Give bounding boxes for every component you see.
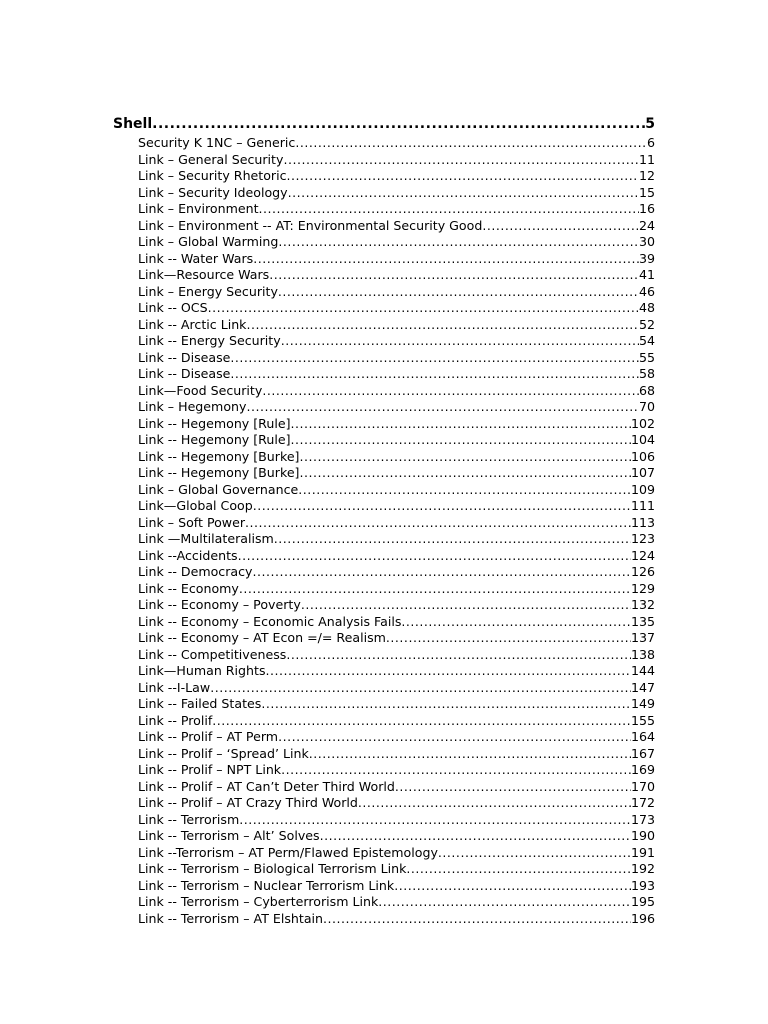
toc-entry-title: Link – Energy Security [138,283,278,299]
toc-leader-dots [210,680,631,697]
toc-leader-dots [259,201,639,218]
toc-entry[interactable] [138,779,655,796]
toc-entry-title: Link -- Prolif – AT Crazy Third World [138,795,358,810]
toc-entry-title: Link—Global Coop [138,498,253,513]
toc-entry-page: 191 [630,844,655,860]
toc-leader-dots [358,795,631,812]
toc-entry-page: 48 [638,300,655,315]
toc-entry[interactable] [138,894,655,911]
toc-entry[interactable] [138,828,655,845]
toc-entry-title: Link -- Arctic Link [138,316,247,332]
toc-entry-page: 104 [630,432,655,447]
toc-leader-dots [283,152,639,169]
toc-entry-title: Link -- Hegemony [Burke] [138,448,300,464]
toc-leader-dots [299,465,630,482]
toc-leader-dots [299,449,630,466]
toc-leader-dots [274,531,631,548]
toc-entry[interactable] [138,185,655,202]
toc-entry[interactable] [138,696,655,713]
toc-entry-page: 164 [630,729,655,744]
toc-entry-title: Link -- Economy – AT Econ =/= Realism [138,630,386,645]
toc-entry-page: 106 [630,448,655,464]
toc-entry-page: 172 [630,795,655,810]
toc-entry-title: Link – Global Warming [138,234,279,249]
toc-leader-dots [395,779,631,796]
toc-entry-page: 55 [638,349,655,365]
toc-leader-dots [230,366,639,383]
toc-leader-dots [152,114,645,134]
toc-entry[interactable] [138,135,655,152]
toc-entry-title: Link -- Water Wars [138,250,254,266]
toc-entry-page: 149 [630,696,655,711]
toc-entry-title: Link -- Hegemony [Rule] [138,415,291,431]
toc-leader-dots [230,350,639,367]
toc-entry-page: 135 [630,613,655,629]
toc-entry-title: Link – Global Governance [138,481,299,497]
toc-leader-dots [291,416,631,433]
toc-leader-dots [301,597,631,614]
toc-leader-dots [281,333,639,350]
toc-entry[interactable] [138,911,655,928]
toc-entry-page: 147 [630,679,655,695]
toc-entry[interactable] [138,663,655,680]
toc-entry[interactable] [138,201,655,218]
toc-entry[interactable] [138,713,655,730]
toc-entry[interactable] [138,333,655,350]
toc-entry[interactable] [138,300,655,317]
toc-entry-title: Link—Food Security [138,382,263,398]
toc-entry-title: Link --Terrorism – AT Perm/Flawed Epistemology [138,844,438,860]
toc-entry[interactable] [138,416,655,433]
toc-leader-dots [253,498,631,515]
toc-entry-title: Link – General Security [138,151,284,167]
toc-entry-page: 52 [638,316,655,332]
toc-leader-dots [212,713,631,730]
toc-leader-dots [288,185,639,202]
toc-heading-shell[interactable] [113,114,655,134]
toc-entry-title: Link -- Terrorism – Nuclear Terrorism Link [138,877,395,893]
toc-entry[interactable] [138,614,655,631]
toc-entry-page: 70 [638,399,655,414]
toc-entry-title: Link – Soft Power [138,514,246,530]
toc-entry-title: Link—Resource Wars [138,267,270,282]
toc-leader-dots [298,482,631,499]
toc-entry[interactable] [138,746,655,763]
toc-entry-page: 190 [630,828,655,843]
toc-leader-dots [323,911,631,928]
toc-entry[interactable] [138,399,655,416]
toc-entry-page: 109 [630,481,655,497]
toc-entry-title: Link -- Disease [138,349,231,365]
toc-entry-page: 107 [630,465,655,480]
toc-entry-title: Link -- Economy [138,580,239,596]
toc-entry-title: Link -- Economy – Poverty [138,597,301,612]
toc-entry-page: 41 [638,267,655,282]
toc-entry-title: Link -- Energy Security [138,333,281,348]
toc-entry-title: Link --Accidents [138,547,238,563]
toc-entry-title: Link -- Competitiveness [138,646,287,662]
toc-entry[interactable] [138,432,655,449]
toc-entry[interactable] [138,366,655,383]
toc-leader-dots [253,251,639,268]
toc-entry-page: 144 [630,663,655,678]
toc-entry-page: 15 [638,184,655,200]
toc-heading-page: 5 [645,116,655,132]
toc-leader-dots [401,614,631,631]
toc-entry-page: 132 [630,597,655,612]
toc-entry-page: 138 [630,646,655,662]
toc-leader-dots [266,663,631,680]
toc-entry-title: Link – Hegemony [138,399,247,414]
toc-entry-page: 173 [630,811,655,827]
toc-entry-title: Link -- Terrorism – Cyberterrorism Link [138,894,379,909]
toc-entry-title: Link – Security Ideology [138,184,288,200]
toc-entry-page: 155 [630,712,655,728]
toc-entry[interactable] [138,251,655,268]
toc-entry-page: 24 [638,217,655,233]
toc-leader-dots [278,234,639,251]
toc-entry-title: Link—Human Rights [138,663,266,678]
toc-entry-page: 58 [638,366,655,381]
toc-leader-dots [269,267,639,284]
toc-entry[interactable] [138,762,655,779]
toc-entry-page: 12 [638,168,655,183]
toc-entry[interactable] [138,845,655,862]
toc-entry[interactable] [138,630,655,647]
toc-entry-page: 30 [638,234,655,249]
toc-entry[interactable] [138,878,655,895]
toc-entry[interactable] [138,284,655,301]
toc-entry[interactable] [138,267,655,284]
toc-leader-dots [245,515,631,532]
toc-entry-page: 192 [630,861,655,876]
toc-leader-dots [246,317,638,334]
toc-entry[interactable] [138,317,655,334]
toc-leader-dots [287,168,639,185]
toc-entry-page: 129 [630,580,655,596]
toc-entry-page: 169 [630,762,655,777]
toc-entry[interactable] [138,449,655,466]
toc-entry[interactable] [138,531,655,548]
toc-entry-title: Link -- Democracy [138,564,253,579]
toc-entry-page: 193 [630,877,655,893]
toc-entry-title: Link --I-Law [138,679,211,695]
toc-leader-dots [246,399,639,416]
toc-entry[interactable] [138,729,655,746]
toc-entry-title: Link -- Prolif [138,712,213,728]
toc-entry-page: 6 [646,135,655,150]
toc-entry-page: 195 [630,894,655,909]
toc-entry-page: 126 [630,564,655,579]
toc-entry[interactable] [138,795,655,812]
toc-leader-dots [281,762,631,779]
toc-entry-page: 102 [630,415,655,431]
toc-leader-dots [278,284,639,301]
toc-entry-title: Link -- Hegemony [Burke] [138,465,300,480]
toc-entry-title: Link -- Terrorism – Biological Terrorism Link [138,861,407,876]
toc-entry-title: Link -- Terrorism [138,811,240,827]
toc-leader-dots [482,218,639,235]
toc-leader-dots [238,548,631,565]
toc-entry[interactable] [138,465,655,482]
toc-leader-dots [386,630,631,647]
toc-entry-title: Link -- Prolif – AT Perm [138,729,279,744]
toc-entry-page: 54 [638,333,655,348]
toc-entry-page: 167 [630,745,655,761]
table-of-contents [113,114,655,927]
toc-leader-dots [406,861,631,878]
toc-entry-page: 46 [638,283,655,299]
toc-entry[interactable] [138,152,655,169]
toc-entry-page: 196 [630,910,655,926]
toc-heading-title: Shell [113,116,153,132]
toc-leader-dots [239,581,631,598]
toc-entry-title: Link -- Disease [138,366,231,381]
toc-entry[interactable] [138,861,655,878]
toc-leader-dots [261,696,631,713]
toc-entry-title: Link -- Prolif – NPT Link [138,762,282,777]
toc-entry-title: Link -- Hegemony [Rule] [138,432,291,447]
toc-leader-dots [378,894,631,911]
toc-entry[interactable] [138,234,655,251]
toc-entry-page: 137 [630,630,655,645]
toc-entry[interactable] [138,680,655,697]
toc-leader-dots [309,746,631,763]
toc-entry[interactable] [138,383,655,400]
toc-entry-title: Link – Environment [138,201,259,216]
toc-leader-dots [291,432,631,449]
toc-entries-list [113,135,655,927]
toc-entry-title: Link -- Prolif – AT Can’t Deter Third World [138,778,395,794]
toc-entry-page: 11 [638,151,655,167]
toc-entry-title: Link —Multilateralism [138,531,274,546]
toc-entry[interactable] [138,168,655,185]
toc-entry-title: Link – Environment -- AT: Environmental Security Good [138,217,483,233]
toc-leader-dots [295,135,647,152]
toc-entry-title: Link -- Failed States [138,696,262,711]
toc-entry[interactable] [138,647,655,664]
toc-entry[interactable] [138,564,655,581]
toc-entry[interactable] [138,597,655,614]
toc-leader-dots [208,300,639,317]
toc-entry-title: Link -- Terrorism – Alt’ Solves [138,828,320,843]
toc-entry-page: 124 [630,547,655,563]
toc-entry-page: 39 [638,250,655,266]
toc-entry-page: 111 [630,498,655,513]
toc-entry-page: 113 [630,514,655,530]
toc-entry-title: Link -- OCS [138,300,208,315]
toc-entry-title: Link -- Economy – Economic Analysis Fails [138,613,402,629]
toc-leader-dots [262,383,639,400]
toc-entry-title: Link – Security Rhetoric [138,168,287,183]
toc-leader-dots [438,845,631,862]
toc-entry[interactable] [138,515,655,532]
toc-leader-dots [239,812,631,829]
toc-leader-dots [394,878,631,895]
toc-entry[interactable] [138,548,655,565]
toc-entry[interactable] [138,581,655,598]
toc-entry[interactable] [138,498,655,515]
toc-leader-dots [253,564,631,581]
toc-entry[interactable] [138,350,655,367]
toc-entry-page: 170 [630,778,655,794]
toc-entry[interactable] [138,218,655,235]
toc-leader-dots [286,647,631,664]
toc-entry-title: Link -- Terrorism – AT Elshtain [138,910,324,926]
toc-leader-dots [320,828,631,845]
toc-entry-page: 68 [638,382,655,398]
toc-entry[interactable] [138,812,655,829]
toc-leader-dots [278,729,631,746]
toc-entry-page: 16 [638,201,655,216]
toc-entry[interactable] [138,482,655,499]
toc-entry-title: Link -- Prolif – ‘Spread’ Link [138,745,309,761]
toc-entry-page: 123 [630,531,655,546]
toc-entry-title: Security K 1NC – Generic [138,135,296,150]
